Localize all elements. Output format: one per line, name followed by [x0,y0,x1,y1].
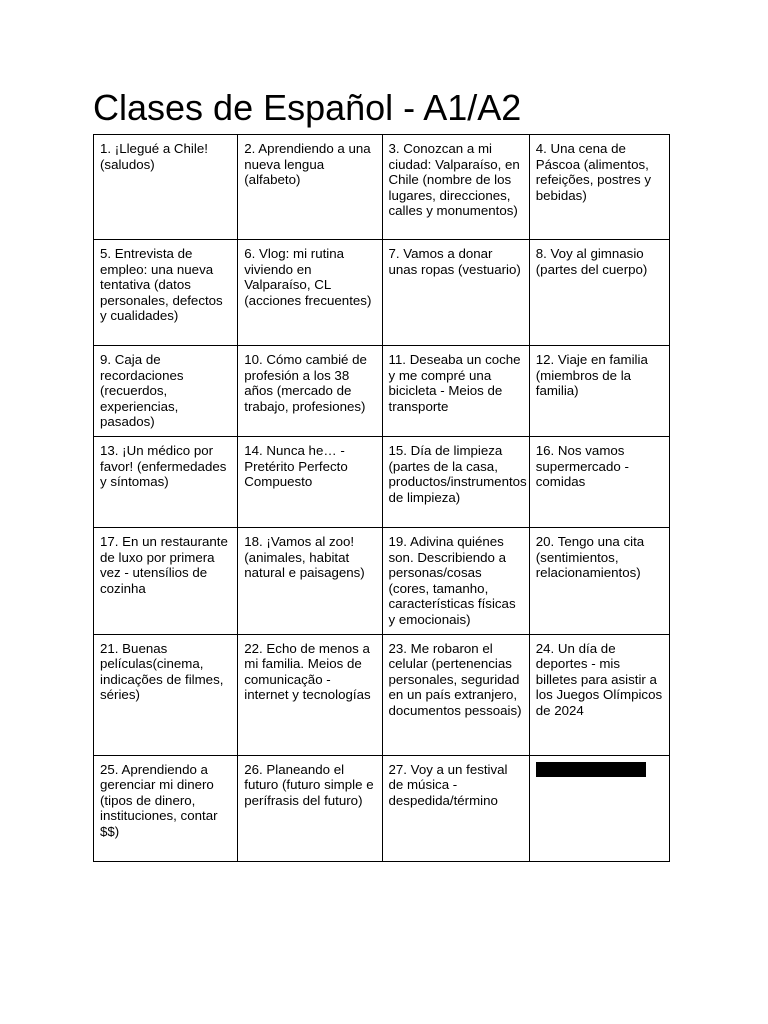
lesson-cell: 14. Nunca he… - Pretérito Perfecto Compuesto [238,436,382,527]
lesson-cell: 3. Conozcan a mi ciudad: Valparaíso, en Chile (nombre de los lugares, direcciones, calles y monumentos) [382,135,529,240]
lesson-cell: 1. ¡Llegué a Chile! (saludos) [94,135,238,240]
lesson-cell: 23. Me robaron el celular (pertenencias personales, seguridad en un país extranjero, documentos pessoais) [382,634,529,755]
lesson-cell: 15. Día de limpieza (partes de la casa, productos/instrumentos de limpieza) [382,436,529,527]
lesson-cell: 4. Una cena de Páscoa (alimentos, refeições, postres y bebidas) [529,135,669,240]
lesson-cell: 21. Buenas películas(cinema, indicações de filmes, séries) [94,634,238,755]
lesson-cell: 27. Voy a un festival de música - despedida/término [382,755,529,861]
lesson-cell-redacted [529,755,669,861]
table-row [94,527,670,634]
lesson-cell: 17. En un restaurante de luxo por primera vez - utensílios de cozinha [94,527,238,634]
lesson-cell: 5. Entrevista de empleo: una nueva tentativa (datos personales, defectos y cualidades) [94,240,238,346]
lesson-cell: 24. Un día de deportes - mis billetes para asistir a los Juegos Olímpicos de 2024 [529,634,669,755]
lesson-cell: 13. ¡Un médico por favor! (enfermedades y síntomas) [94,436,238,527]
redaction-bar [536,762,646,777]
table-row [94,135,670,240]
lesson-cell: 25. Aprendiendo a gerenciar mi dinero (tipos de dinero, instituciones, contar $$) [94,755,238,861]
lesson-cell: 22. Echo de menos a mi familia. Meios de comunicação - internet y tecnologías [238,634,382,755]
lesson-cell: 10. Cómo cambié de profesión a los 38 años (mercado de trabajo, profesiones) [238,346,382,437]
lesson-cell: 6. Vlog: mi rutina viviendo en Valparaíso, CL (acciones frecuentes) [238,240,382,346]
lesson-cell: 16. Nos vamos supermercado - comidas [529,436,669,527]
lesson-cell: 2. Aprendiendo a una nueva lengua (alfabeto) [238,135,382,240]
table-row [94,634,670,755]
table-row [94,755,670,861]
lesson-cell: 7. Vamos a donar unas ropas (vestuario) [382,240,529,346]
table-row [94,346,670,437]
lessons-table [93,134,670,862]
lesson-cell: 11. Deseaba un coche y me compré una bicicleta - Meios de transporte [382,346,529,437]
lesson-cell: 20. Tengo una cita (sentimientos, relacionamientos) [529,527,669,634]
table-row [94,240,670,346]
lesson-cell: 18. ¡Vamos al zoo! (animales, habitat natural e paisagens) [238,527,382,634]
table-row [94,436,670,527]
lesson-cell: 26. Planeando el futuro (futuro simple e perífrasis del futuro) [238,755,382,861]
lesson-cell: 19. Adivina quiénes son. Describiendo a personas/cosas (cores, tamanho, características físicas y emocionais) [382,527,529,634]
lesson-cell: 12. Viaje en familia (miembros de la familia) [529,346,669,437]
lesson-cell: 8. Voy al gimnasio (partes del cuerpo) [529,240,669,346]
page-title: Clases de Español - A1/A2 [93,87,522,128]
lesson-cell: 9. Caja de recordaciones (recuerdos, experiencias, pasados) [94,346,238,437]
